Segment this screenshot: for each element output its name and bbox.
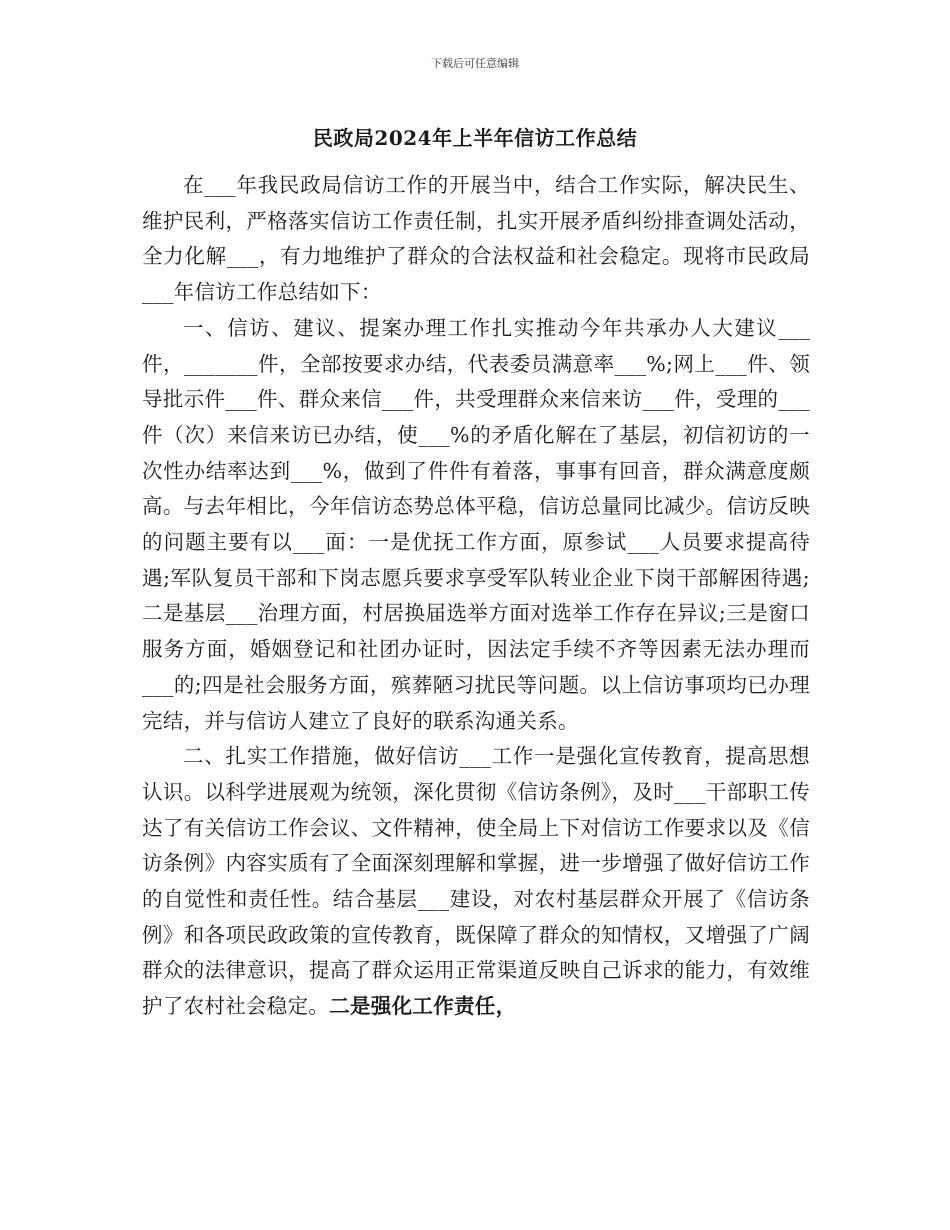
document-title: 民政局2024年上半年信访工作总结 xyxy=(312,126,638,150)
paragraph-section-two xyxy=(142,739,810,1025)
page-header-note: 下载后可任意编辑 xyxy=(431,57,519,70)
document-body xyxy=(142,168,810,1025)
paragraph-section-two-bold-heading: 二是强化工作责任， xyxy=(329,994,517,1019)
paragraph-intro-text: 在___年我民政局信访工作的开展当中，结合工作实际，解决民生、维护民利，严格落实信访工作责任制，扎实开展矛盾纠纷排查调处活动，全力化解___，有力地维护了群众的合法权益和社会稳定。现将市民政局___年信访工作总结如下： xyxy=(142,173,810,305)
paragraph-section-two-text: 二、扎实工作措施，做好信访___工作一是强化宣传教育，提高思想认识。以科学进展观为统领，深化贯彻《信访条例》，及时___干部职工传达了有关信访工作会议、文件精神，使全局上下对信访工作要求以及《信访条例》内容实质有了全面深刻理解和掌握，进一步增强了做好信访工作的自觉性和责任性。结合基层___建设，对农村基层群众开展了《信访条例》和各项民政政策的宣传教育，既保障了群众的知情权，又增强了广阔群众的法律意识，提高了群众运用正常渠道反映自己诉求的能力，有效维护了农村社会稳定。 xyxy=(142,744,810,1019)
paragraph-intro xyxy=(142,168,810,311)
paragraph-section-one-text: 一、信访、建议、提案办理工作扎实推动今年共承办人大建议___件，_______件，全部按要求办结，代表委员满意率___%;网上___件、领导批示件___件、群众来信___件，共受理群众来信来访___件，受理的___件（次）来信来访已办结，使___%的矛盾化解在了基层，初信初访的一次性办结率达到___%，做到了件件有着落，事事有回音，群众满意度颇高。与去年相比，今年信访态势总体平稳，信访总量同比减少。信访反映的问题主要有以___面：一是优抚工作方面，原参试___人员要求提高待遇;军队复员干部和下岗志愿兵要求享受军队转业企业下岗干部解困待遇;二是基层___治理方面，村居换届选举方面对选举工作存在异议;三是窗口服务方面，婚姻登记和社团办证时，因法定手续不齐等因素无法办理而___的;四是社会服务方面，殡葬陋习扰民等问题。以上信访事项均已办理完结，并与信访人建立了良好的联系沟通关系。 xyxy=(142,315,810,733)
paragraph-section-one xyxy=(142,311,810,739)
